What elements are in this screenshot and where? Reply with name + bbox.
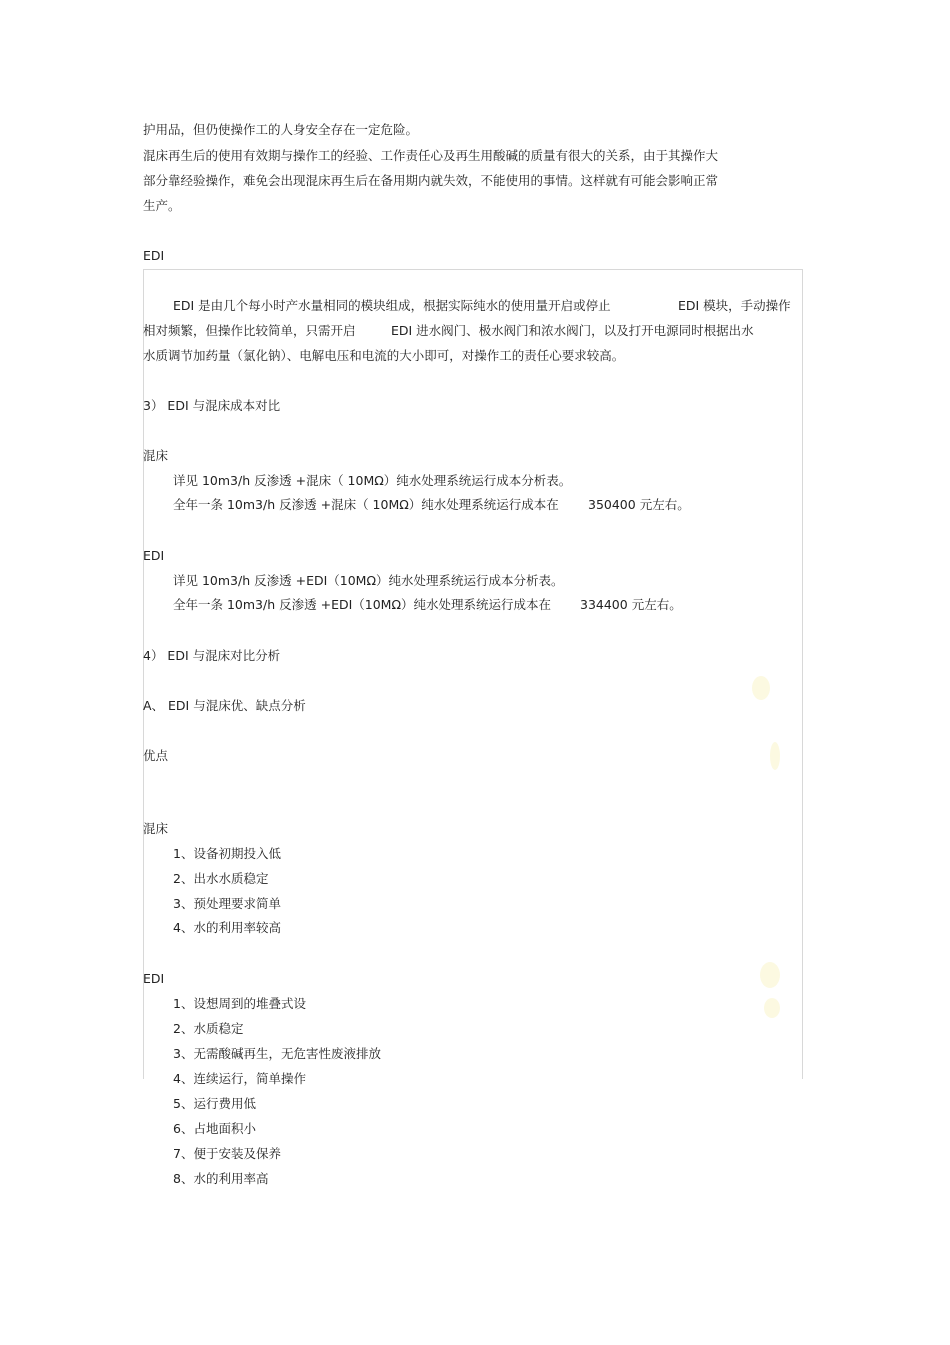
intro-line-2: 混床再生后的使用有效期与操作工的经验、工作责任心及再生用酸碱的质量有很大的关系，由于其操作大 bbox=[143, 148, 719, 163]
analysis-sub-heading: A、 EDI 与混床优、缺点分析 bbox=[143, 698, 306, 713]
list-item: 1、设备初期投入低 bbox=[173, 846, 281, 861]
cost-mixed-line-2a: 全年一条 10m3/h 反渗透 +混床（ 10MΩ）纯水处理系统运行成本在 bbox=[173, 497, 559, 512]
edi-para-line-2a: 相对频繁，但操作比较简单，只需开启 bbox=[143, 323, 356, 338]
edi-advantages-title: EDI bbox=[143, 971, 165, 986]
mixed-advantages-title: 混床 bbox=[143, 821, 169, 836]
list-item: 4、连续运行，简单操作 bbox=[173, 1071, 306, 1086]
list-item: 1、设想周到的堆叠式设 bbox=[173, 996, 306, 1011]
advantages-label: 优点 bbox=[143, 748, 169, 763]
edi-para-line-3: 水质调节加药量（氯化钠）、电解电压和电流的大小即可，对操作工的责任心要求较高。 bbox=[143, 348, 625, 363]
intro-line-1: 护用品，但仍使操作工的人身安全存在一定危险。 bbox=[143, 122, 419, 137]
list-item: 6、占地面积小 bbox=[173, 1121, 256, 1136]
list-item: 3、预处理要求简单 bbox=[173, 896, 281, 911]
cost-edi-line-1: 详见 10m3/h 反渗透 +EDI（10MΩ）纯水处理系统运行成本分析表。 bbox=[173, 573, 564, 588]
list-item: 4、水的利用率较高 bbox=[173, 920, 281, 935]
edi-heading: EDI bbox=[143, 248, 165, 263]
edi-para-line-1b: EDI 模块，手动操作 bbox=[678, 298, 791, 313]
table-frame bbox=[143, 269, 803, 1079]
cost-mixed-title: 混床 bbox=[143, 448, 169, 463]
list-item: 7、便于安装及保养 bbox=[173, 1146, 281, 1161]
list-item: 8、水的利用率高 bbox=[173, 1171, 269, 1186]
intro-line-3: 部分靠经验操作，难免会出现混床再生后在备用期内就失效，不能使用的事情。这样就有可能会影响正常 bbox=[143, 173, 719, 188]
cost-heading: 3） EDI 与混床成本对比 bbox=[143, 398, 281, 413]
intro-line-4: 生产。 bbox=[143, 198, 181, 213]
scan-blot bbox=[752, 676, 770, 700]
scan-blot bbox=[770, 742, 780, 770]
cost-edi-line-2b: 334400 元左右。 bbox=[580, 597, 682, 612]
cost-mixed-line-1: 详见 10m3/h 反渗透 +混床（ 10MΩ）纯水处理系统运行成本分析表。 bbox=[173, 473, 572, 488]
list-item: 3、无需酸碱再生，无危害性废液排放 bbox=[173, 1046, 381, 1061]
list-item: 5、运行费用低 bbox=[173, 1096, 256, 1111]
scan-blot bbox=[764, 998, 780, 1018]
analysis-heading: 4） EDI 与混床对比分析 bbox=[143, 648, 281, 663]
list-item: 2、水质稳定 bbox=[173, 1021, 244, 1036]
scan-blot bbox=[760, 962, 780, 988]
cost-edi-line-2a: 全年一条 10m3/h 反渗透 +EDI（10MΩ）纯水处理系统运行成本在 bbox=[173, 597, 552, 612]
cost-edi-title: EDI bbox=[143, 548, 165, 563]
edi-para-line-1a: EDI 是由几个每小时产水量相同的模块组成，根据实际纯水的使用量开启或停止 bbox=[173, 298, 611, 313]
list-item: 2、出水水质稳定 bbox=[173, 871, 269, 886]
edi-para-line-2b: EDI 进水阀门、极水阀门和浓水阀门，以及打开电源同时根据出水 bbox=[391, 323, 754, 338]
cost-mixed-line-2b: 350400 元左右。 bbox=[588, 497, 690, 512]
